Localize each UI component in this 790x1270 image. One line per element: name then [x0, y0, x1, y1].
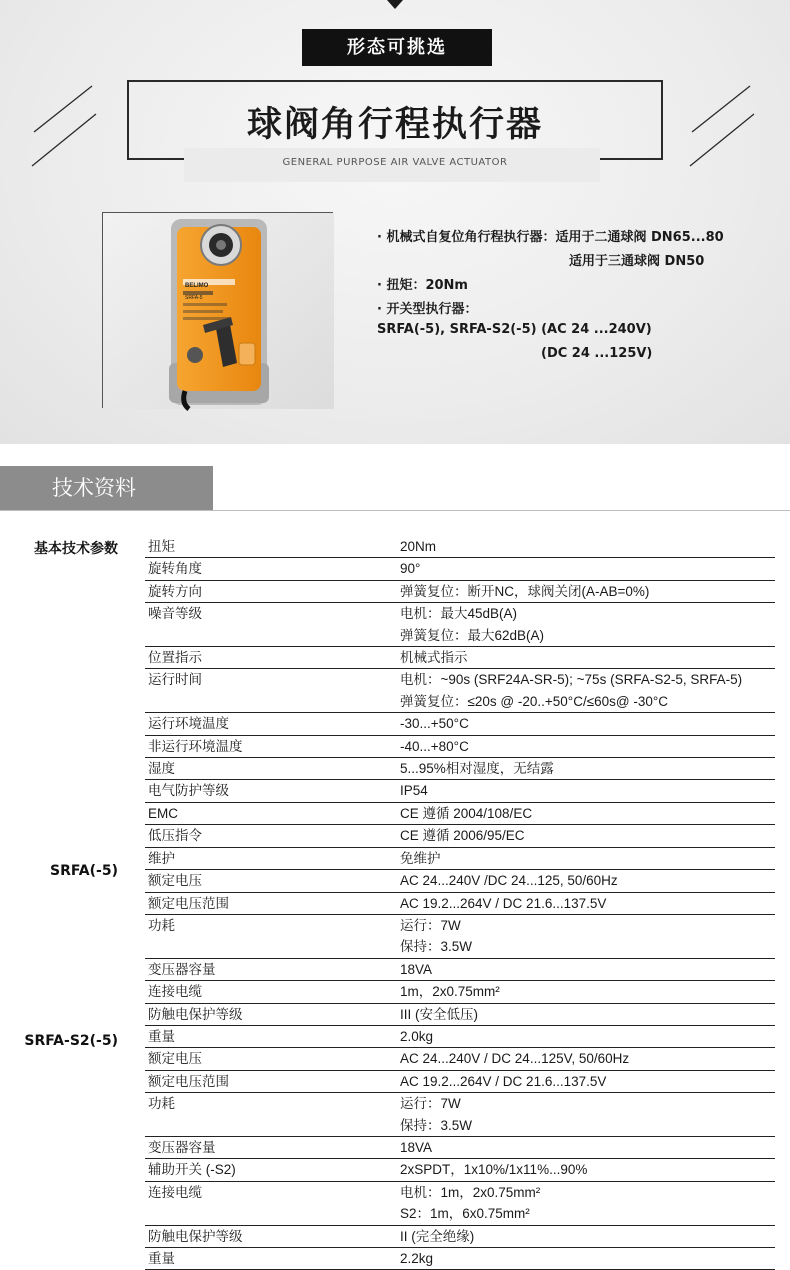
spec-value — [397, 735, 775, 757]
spec-value — [397, 713, 775, 735]
spec-value-line: -30...+50°C — [400, 716, 469, 732]
table-row — [145, 914, 775, 958]
spec-name: 重量 — [145, 1025, 397, 1047]
spec-value — [397, 1093, 775, 1137]
spec-value-line: 2.2kg — [400, 1251, 434, 1266]
section-label-srfa-s2: SRFA-S2(-5) — [24, 1033, 118, 1049]
table-row — [145, 825, 775, 847]
table-row — [145, 1093, 775, 1137]
spec-value-line: III (安全低压) — [400, 1006, 478, 1022]
spec-value — [397, 892, 775, 914]
spec-value — [397, 870, 775, 892]
spec-value — [397, 647, 775, 669]
spec-name: 防触电保护等级 — [145, 1225, 397, 1247]
spec-value — [397, 536, 775, 558]
page-subtitle: GENERAL PURPOSE AIR VALVE ACTUATOR — [282, 157, 508, 168]
spec-value — [397, 758, 775, 780]
spec-name: 位置指示 — [145, 647, 397, 669]
spec-value-line: 运行：7W — [400, 1096, 461, 1112]
spec-name: 运行环境温度 — [145, 713, 397, 735]
spec-value — [397, 1225, 775, 1247]
spec-value-line: 机械式指示 — [400, 650, 468, 666]
spec-value — [397, 780, 775, 802]
table-row — [145, 892, 775, 914]
spec-table — [145, 536, 775, 1270]
table-row — [145, 870, 775, 892]
table-row — [145, 669, 775, 713]
spec-value — [397, 1136, 775, 1158]
spec-name: 运行时间 — [145, 669, 397, 713]
table-row — [145, 847, 775, 869]
divider — [0, 510, 790, 511]
spec-name: 辅助开关 (-S2) — [145, 1159, 397, 1181]
spec-value-line: 18VA — [400, 961, 433, 977]
actuator-illustration — [103, 213, 334, 409]
table-row — [145, 780, 775, 802]
table-row — [145, 647, 775, 669]
table-row — [145, 735, 775, 757]
spec-name: 低压指令 — [145, 825, 397, 847]
table-row — [145, 1070, 775, 1092]
table-row — [145, 1025, 775, 1047]
down-arrow-icon — [387, 0, 403, 10]
spec-value-line: AC 24...240V / DC 24...125V, 50/60Hz — [400, 1051, 630, 1067]
model-marking: SRFA-5 — [185, 295, 203, 301]
spec-value-line: 免维护 — [400, 850, 441, 866]
spec-value-line: 电机：1m，2x0.75mm² — [400, 1184, 541, 1200]
table-row — [145, 536, 775, 558]
spec-value-line: CE 遵循 2004/108/EC — [400, 805, 533, 821]
spec-name: 额定电压范围 — [145, 892, 397, 914]
spec-value-line: 弹簧复位：≤20s @ -20..+50°C/≤60s@ -30°C — [400, 693, 668, 709]
table-row — [145, 580, 775, 602]
table-row — [145, 558, 775, 580]
spec-value-line: 保持：3.5W — [400, 1117, 473, 1133]
brand-logo: BELIMO — [185, 283, 209, 289]
feature-line: · 开关型执行器： — [377, 302, 478, 317]
spec-value — [397, 1003, 775, 1025]
spec-name: 连接电缆 — [145, 1181, 397, 1225]
spec-value — [397, 1181, 775, 1225]
feature-line: SRFA(-5), SRFA-S2(-5) (AC 24 ...240V) — [377, 322, 652, 337]
spec-value-line: 2.0kg — [400, 1028, 434, 1044]
table-row — [145, 713, 775, 735]
spec-name: 变压器容量 — [145, 1136, 397, 1158]
feature-line: 适用于三通球阀 DN50 — [569, 254, 705, 269]
spec-value-line: AC 19.2...264V / DC 21.6...137.5V — [400, 1073, 607, 1089]
product-photo — [102, 212, 333, 408]
spec-name: 功耗 — [145, 1093, 397, 1137]
spec-value-line: 1m，2x0.75mm² — [400, 984, 500, 1000]
spec-value — [397, 958, 775, 980]
spec-name: 噪音等级 — [145, 603, 397, 647]
table-row — [145, 758, 775, 780]
spec-name: 重量 — [145, 1248, 397, 1270]
spec-value-line: 90° — [400, 561, 421, 577]
page-title: 球阀角行程执行器 — [246, 105, 543, 145]
spec-value — [397, 914, 775, 958]
spec-name: 额定电压 — [145, 870, 397, 892]
spec-name: 功耗 — [145, 914, 397, 958]
section-label-basic: 基本技术参数 — [34, 541, 118, 557]
spec-value — [397, 981, 775, 1003]
feature-line: · 扭矩：20Nm — [377, 278, 468, 293]
table-row — [145, 958, 775, 980]
spec-value-line: 保持：3.5W — [400, 939, 473, 955]
table-row — [145, 1248, 775, 1270]
spec-name: 维护 — [145, 847, 397, 869]
spec-value — [397, 558, 775, 580]
spec-name: 扭矩 — [145, 536, 397, 558]
spec-value-line: II (完全绝缘) — [400, 1228, 475, 1244]
table-row — [145, 1003, 775, 1025]
table-row — [145, 1225, 775, 1247]
spec-value-line: 20Nm — [400, 539, 437, 554]
hero-banner — [0, 0, 790, 444]
spec-value-line: AC 24...240V /DC 24...125, 50/60Hz — [400, 873, 618, 889]
spec-name: 连接电缆 — [145, 981, 397, 1003]
spec-value-line: 2xSPDT，1x10%/1x11%...90% — [400, 1162, 588, 1178]
spec-value-line: CE 遵循 2006/95/EC — [400, 828, 525, 844]
spec-value — [397, 1248, 775, 1270]
spec-value-line: 18VA — [400, 1139, 433, 1155]
table-row — [145, 1048, 775, 1070]
spec-value-line: 电机：~90s (SRF24A-SR-5); ~75s (SRFA-S2-5, SRFA-5) — [400, 672, 743, 688]
spec-value-line: AC 19.2...264V / DC 21.6...137.5V — [400, 895, 607, 911]
decor-slash-left — [30, 84, 100, 170]
spec-value-line: 5...95%相对湿度，无结露 — [400, 761, 554, 777]
spec-name: 旋转角度 — [145, 558, 397, 580]
spec-name: 额定电压范围 — [145, 1070, 397, 1092]
spec-value-line: 弹簧复位：断开NC，球阀关闭(A-AB=0%) — [400, 583, 650, 599]
spec-value — [397, 1025, 775, 1047]
spec-value — [397, 1048, 775, 1070]
spec-value — [397, 802, 775, 824]
spec-name: 非运行环境温度 — [145, 735, 397, 757]
spec-value-line: 电机：最大45dB(A) — [400, 606, 518, 622]
spec-value — [397, 1070, 775, 1092]
spec-value — [397, 669, 775, 713]
table-row — [145, 1136, 775, 1158]
spec-value — [397, 825, 775, 847]
table-row — [145, 603, 775, 647]
spec-value-line: -40...+80°C — [400, 738, 469, 754]
decor-slash-right — [688, 84, 758, 170]
spec-value — [397, 603, 775, 647]
table-row — [145, 802, 775, 824]
spec-value-line: 运行：7W — [400, 917, 461, 933]
spec-name: 电气防护等级 — [145, 780, 397, 802]
spec-name: EMC — [145, 802, 397, 824]
feature-line: (DC 24 ...125V) — [541, 346, 653, 361]
tech-section-header: 技术资料 — [0, 466, 213, 511]
spec-name: 变压器容量 — [145, 958, 397, 980]
spec-name: 防触电保护等级 — [145, 1003, 397, 1025]
spec-name: 湿度 — [145, 758, 397, 780]
style-badge: 形态可挑选 — [302, 29, 492, 66]
table-row — [145, 1181, 775, 1225]
spec-name: 额定电压 — [145, 1048, 397, 1070]
spec-value-line: 弹簧复位：最大62dB(A) — [400, 627, 545, 643]
section-label-srfa: SRFA(-5) — [49, 863, 118, 879]
spec-value-line: IP54 — [400, 783, 428, 799]
table-row — [145, 981, 775, 1003]
spec-value — [397, 1159, 775, 1181]
spec-value — [397, 847, 775, 869]
spec-name: 旋转方向 — [145, 580, 397, 602]
spec-value-line: S2：1m，6x0.75mm² — [400, 1206, 530, 1222]
spec-value — [397, 580, 775, 602]
table-row — [145, 1159, 775, 1181]
feature-line: · 机械式自复位角行程执行器：适用于二通球阀 DN65...80 — [377, 230, 724, 245]
